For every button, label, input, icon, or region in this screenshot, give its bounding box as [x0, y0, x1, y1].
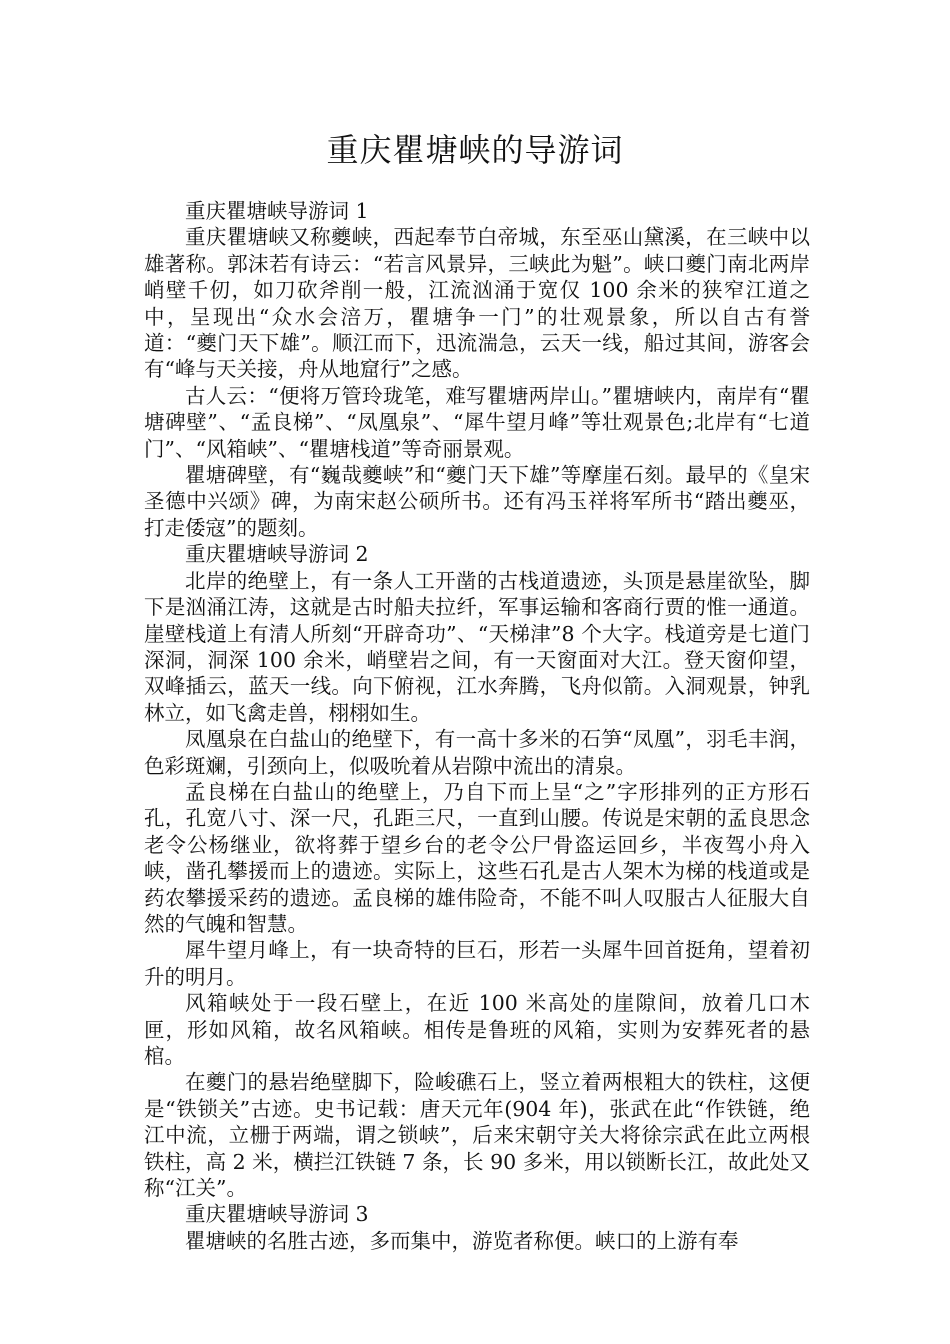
paragraph: 重庆瞿塘峡又称夔峡，西起奉节白帝城，东至巫山黛溪，在三峡中以雄著称。郭沫若有诗云：“若言风景异，三峡此为魁”。峡口夔门南北两岸峭壁千仞，如刀砍斧削一般，江流汹涌于宽仅 100 余米的狭窄江道之中，呈现出“众水会涪万，瞿塘争一门”的壮观景象，所以自古有誉道：“夔门天下雄”。顺江而下，迅流湍急，云天一线，船过其间，游客会有“峰与天关接，舟从地窟行”之感。	[144, 225, 810, 382]
document-body	[144, 198, 810, 1254]
paragraph: 瞿塘峡的名胜古迹，多而集中，游览者称便。峡口的上游有奉	[185, 1228, 739, 1253]
paragraph: 古人云：“便将万管玲珑笔，难写瞿塘两岸山。”瞿塘峡内，南岸有“瞿塘碑壁”、“孟良梯”、“凤凰泉”、“犀牛望月峰”等壮观景色;北岸有“七道门”、“风箱峡”、“瞿塘栈道”等奇丽景观。	[144, 383, 810, 461]
section-heading-2: 重庆瞿塘峡导游词 2	[185, 542, 369, 567]
paragraph: 北岸的绝壁上，有一条人工开凿的古栈道遗迹，头顶是悬崖欲坠，脚下是汹涌江涛，这就是古时船夫拉纤，军事运输和客商行贾的惟一通道。崖壁栈道上有清人所刻“开辟奇功”、“天梯津”8 个大字。栈道旁是七道门深洞，洞深 100 余米，峭壁岩之间，有一天窗面对大江。登天窗仰望，双峰插云，蓝天一线。向下俯视，江水奔腾，飞舟似箭。入洞观景，钟乳林立，如飞禽走兽，栩栩如生。	[144, 568, 810, 725]
paragraph: 犀牛望月峰上，有一块奇特的巨石，形若一头犀牛回首挺角，望着初升的明月。	[144, 938, 810, 989]
paragraph: 在夔门的悬岩绝壁脚下，险峻礁石上，竖立着两根粗大的铁柱，这便是“铁锁关”古迹。史书记载：唐天元年(904 年)，张武在此“作铁链，绝江中流，立栅于两端，谓之锁峡”，后来宋朝守关大将徐宗武在此立两根铁柱，高 2 米，横拦江铁链 7 条，长 90 多米，用以锁断长江，故此处又称“江关”。	[144, 1070, 810, 1201]
paragraph: 孟良梯在白盐山的绝壁上，乃自下而上呈“之”字形排列的正方形石孔，孔宽八寸、深一尺，孔距三尺，一直到山腰。传说是宋朝的孟良思念老令公杨继业，欲将葬于望乡台的老令公尸骨盗运回乡，半夜驾小舟入峡，凿孔攀援而上的遗迹。实际上，这些石孔是古人架木为梯的栈道或是药农攀援采药的遗迹。孟良梯的雄伟险奇，不能不叫人叹服古人征服大自然的气魄和智慧。	[144, 779, 810, 936]
section-heading-1: 重庆瞿塘峡导游词 1	[185, 199, 369, 223]
paragraph: 凤凰泉在白盐山的绝壁下，有一高十多米的石笋“凤凰”，羽毛丰润，色彩斑斓，引颈向上，似吸吮着从岩隙中流出的清泉。	[144, 727, 810, 778]
paragraph: 风箱峡处于一段石壁上，在近 100 米高处的崖隙间，放着几口木匣，形如风箱，故名风箱峡。相传是鲁班的风箱，实则为安葬死者的悬棺。	[144, 991, 810, 1068]
paragraph: 瞿塘碑壁，有“巍哉夔峡”和“夔门天下雄”等摩崖石刻。最早的《皇宋圣德中兴颂》碑，为南宋赵公硕所书。还有冯玉祥将军所书“踏出夔巫，打走倭寇”的题刻。	[144, 463, 810, 540]
page-title: 重庆瞿塘峡的导游词	[326, 131, 624, 169]
section-heading-3: 重庆瞿塘峡导游词 3	[185, 1202, 369, 1227]
